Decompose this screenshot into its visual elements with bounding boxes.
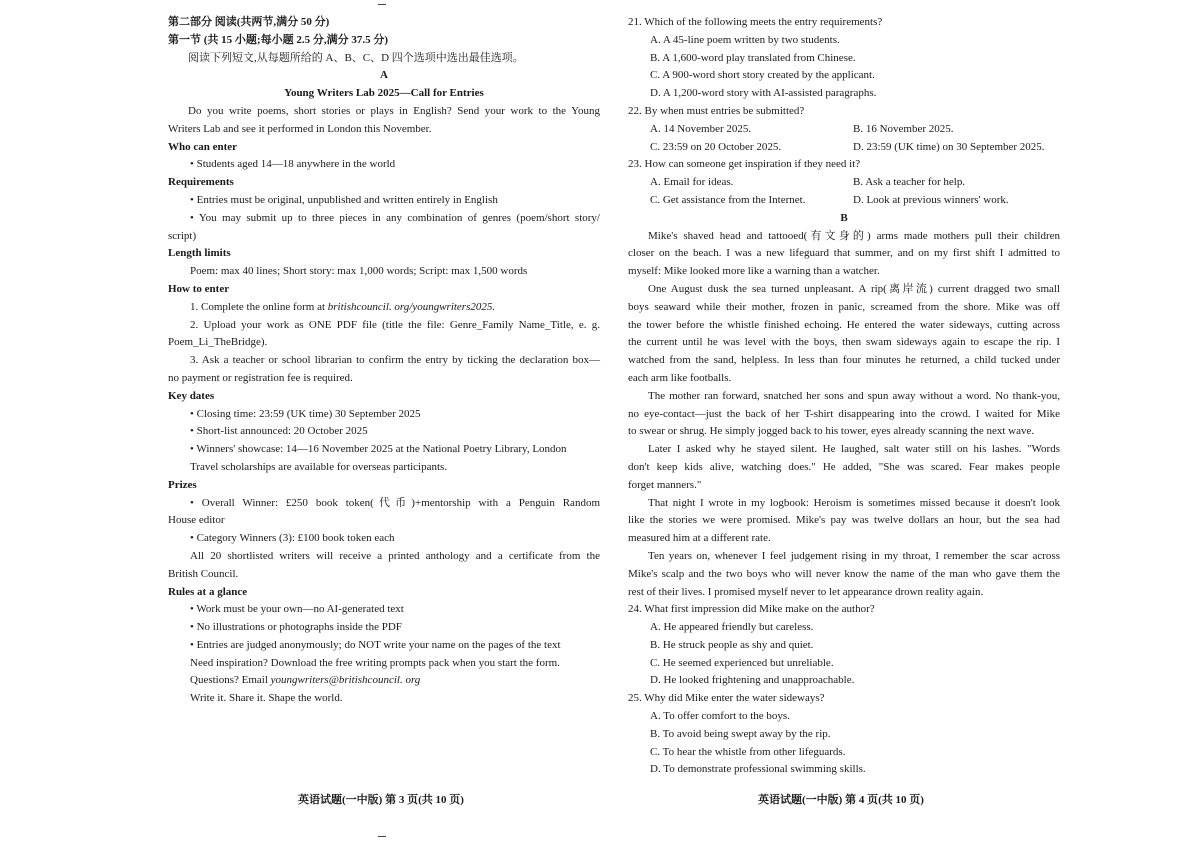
option: D. Look at previous winners' work.	[853, 193, 1009, 206]
option: A. He appeared friendly but careless.	[650, 621, 814, 634]
rule-item: • Work must be your own—no AI-generated text	[190, 603, 404, 616]
paragraph-line: myself: Mike looked more like a warning than a watcher.	[628, 265, 880, 278]
option: D. A 1,200-word story with AI-assisted paragraphs.	[650, 87, 877, 100]
option: A. To offer comfort to the boys.	[650, 710, 790, 723]
heading-how-to-enter: How to enter	[168, 282, 230, 295]
rule-item: • Entries are judged anonymously; do NOT write your name on the pages of the text	[190, 638, 561, 651]
how-step-2-cont: Poem_Li_TheBridge).	[168, 336, 268, 349]
option: B. He struck people as shy and quiet.	[650, 638, 814, 651]
paragraph-line: like the stories we were promised. Mike's pay was twelve dollars an hour, but the sea had	[628, 514, 1060, 527]
option: C. To hear the whistle from other lifeguards.	[650, 745, 846, 758]
prize-item: • Overall Winner: £250 book token(代币)+mentorship with a Penguin Random	[190, 496, 600, 509]
scan-mark	[378, 836, 386, 837]
paragraph-line: Mike's scalp and the two boys who will never know the name of the man who gave them the	[628, 567, 1060, 580]
length-limits: Poem: max 40 lines; Short story: max 1,000 words; Script: max 1,500 words	[190, 265, 528, 278]
option: D. 23:59 (UK time) on 30 September 2025.	[853, 140, 1045, 153]
question-25: 25. Why did Mike enter the water sideways?	[628, 692, 825, 705]
paragraph-line: watched from the sand, helpless. In less than four minutes he returned, a child tucked under	[628, 354, 1060, 367]
paragraph-line: measured him at a different rate.	[628, 532, 771, 545]
passage-title: Young Writers Lab 2025—Call for Entries	[284, 87, 484, 100]
paragraph-line: no eye-contact—just the back of her T-shirt disappearing into the crowd. I waited for Mike	[628, 407, 1060, 420]
heading-key-dates: Key dates	[168, 389, 215, 402]
contact-email: youngwriters@britishcouncil. org	[270, 674, 421, 687]
page-footer-left: 英语试题(一中版) 第 3 页(共 10 页)	[298, 794, 464, 806]
option: C. A 900-word short story created by the applicant.	[650, 69, 875, 82]
scan-mark	[378, 4, 386, 5]
paragraph-line: the current until he was level with the boys, then swam sideways again to escape the rip. I	[628, 336, 1060, 349]
questions-text: Questions? Email	[190, 674, 271, 687]
paragraph-line: That night I wrote in my logbook: Heroism is sometimes missed because it doesn't look	[648, 496, 1060, 509]
question-22: 22. By when must entries be submitted?	[628, 104, 805, 117]
option: A. A 45-line poem written by two students.	[650, 33, 840, 46]
left-page	[168, 14, 600, 708]
how-step-1-text: 1. Complete the online form at	[190, 300, 328, 313]
option: A. 14 November 2025.	[650, 122, 752, 135]
prize-item-cont: House editor	[168, 514, 225, 527]
paragraph-line: the tower before the whistle finished echoing. He entered the water sideways, cutting across	[628, 318, 1060, 331]
option: A. Email for ideas.	[650, 176, 734, 189]
how-step-1	[168, 299, 600, 317]
questions-line	[168, 672, 600, 690]
option: C. Get assistance from the Internet.	[650, 193, 806, 206]
option: B. A 1,600-word play translated from Chinese.	[650, 51, 856, 64]
option: B. To avoid being swept away by the rip.	[650, 727, 831, 740]
prize-item: • Category Winners (3): £100 book token each	[190, 532, 395, 545]
question-24: 24. What first impression did Mike make on the author?	[628, 603, 875, 616]
passage-label: B	[840, 211, 848, 224]
option: C. He seemed experienced but unreliable.	[650, 656, 834, 669]
slogan: Write it. Share it. Shape the world.	[190, 692, 343, 705]
how-step-2: 2. Upload your work as ONE PDF file (title the file: Genre_Family Name_Title, e. g.	[190, 318, 600, 331]
prize-note: All 20 shortlisted writers will receive a printed anthology and a certificate from the	[190, 549, 600, 562]
option-row	[628, 139, 1060, 157]
right-page	[628, 14, 1060, 779]
date-item: • Closing time: 23:59 (UK time) 30 September 2025	[190, 407, 421, 420]
subsection-title: 第一节 (共 15 小题;每小题 2.5 分,满分 37.5 分)	[168, 33, 388, 46]
paragraph-line: Ten years on, whenever I feel judgement rising in my throat, I remember the scar across	[648, 549, 1060, 562]
paragraph-line: One August dusk the sea turned unpleasant. A rip(离岸流) current dragged two small	[648, 282, 1060, 295]
option: C. 23:59 on 20 October 2025.	[650, 140, 782, 153]
requirement-item: • Entries must be original, unpublished and written entirely in English	[190, 193, 498, 206]
rule-item: • No illustrations or photographs inside the PDF	[190, 621, 402, 634]
paragraph-line: boys seaward while their mother, frozen in panic, screamed from the shore. Mike was off	[628, 300, 1060, 313]
intro-line: Do you write poems, short stories or plays in English? Send your work to the Young	[188, 104, 600, 117]
heading-requirements: Requirements	[168, 176, 234, 189]
option: D. To demonstrate professional swimming skills.	[650, 763, 866, 776]
page-footer-right: 英语试题(一中版) 第 4 页(共 10 页)	[758, 794, 924, 806]
heading-length-limits: Length limits	[168, 247, 231, 260]
date-item: • Winners' showcase: 14—16 November 2025 at the National Poetry Library, London	[190, 443, 567, 456]
prize-note-cont: British Council.	[168, 567, 239, 580]
section-title: 第二部分 阅读(共两节,满分 50 分)	[168, 16, 330, 28]
how-step-3-cont: no payment or registration fee is required.	[168, 371, 353, 384]
paragraph-line: rest of their lives. I promised myself never to let appearance drown reality again.	[628, 585, 984, 598]
who-item: • Students aged 14—18 anywhere in the world	[190, 158, 396, 171]
option-row	[628, 121, 1060, 139]
paragraph-line: The mother ran forward, snatched her sons and spun away without a word. No thank-you,	[648, 389, 1060, 402]
inspiration-note: Need inspiration? Download the free writing prompts pack when you start the form.	[190, 656, 560, 669]
paragraph-line: forget manners."	[628, 478, 702, 491]
option: D. He looked frightening and unapproachable.	[650, 674, 855, 687]
paragraph-line: to swear or shrug. He simply jogged back to his tower, eyes already scanning the next wave.	[628, 425, 1035, 438]
option: B. 16 November 2025.	[853, 122, 954, 135]
question-21: 21. Which of the following meets the entry requirements?	[628, 16, 883, 28]
intro-line: Writers Lab and see it performed in London this November.	[168, 122, 432, 135]
requirement-item-cont: script)	[168, 229, 197, 242]
question-23: 23. How can someone get inspiration if they need it?	[628, 158, 861, 171]
instructions: 阅读下列短文,从每题所给的 A、B、C、D 四个选项中选出最佳选项。	[188, 51, 524, 64]
requirement-item: • You may submit up to three pieces in any combination of genres (poem/short story/	[190, 211, 600, 224]
option-row	[628, 192, 1060, 210]
paragraph-line: don't keep kids alive, watching does." He added, "She was scared. Fear makes people	[628, 460, 1060, 473]
heading-prizes: Prizes	[168, 478, 197, 491]
paragraph-line: Later I asked why he stayed silent. He laughed, salt water still on his lashes. "Words	[648, 443, 1060, 456]
heading-who-can-enter: Who can enter	[168, 140, 238, 153]
how-step-3: 3. Ask a teacher or school librarian to confirm the entry by ticking the declaration box—	[190, 354, 600, 367]
paragraph-line: each arm like footballs.	[628, 371, 732, 384]
date-item: • Short-list announced: 20 October 2025	[190, 425, 368, 438]
option: B. Ask a teacher for help.	[853, 176, 966, 189]
option-row	[628, 174, 1060, 192]
entry-form-url: britishcouncil. org/youngwriters2025.	[327, 300, 496, 313]
passage-label: A	[380, 69, 388, 82]
paragraph-line: Mike's shaved head and tattooed(有文身的) arms made mothers pull their children	[648, 229, 1060, 242]
paragraph-line: closer on the beach. I was a new lifeguard that summer, and on my first shift I admitted to	[628, 247, 1060, 260]
date-note: Travel scholarships are available for overseas participants.	[190, 460, 448, 473]
heading-rules: Rules at a glance	[168, 585, 248, 598]
